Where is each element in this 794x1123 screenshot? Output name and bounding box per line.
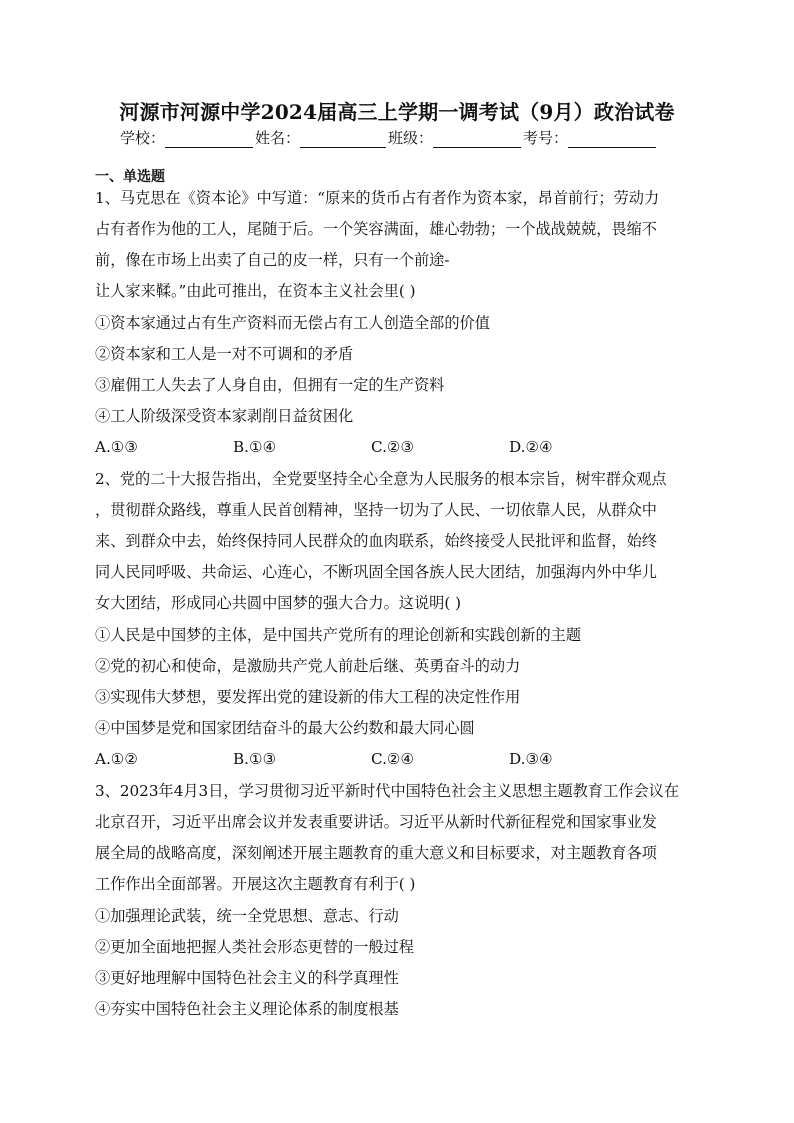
question-2-line-5: 女大团结，形成同心共圆中国梦的强大合力。这说明( ) [95,594,461,612]
class-label: 班级： [388,129,434,147]
question-1-statement-2: ②资本家和工人是一对不可调和的矛盾 [95,345,354,363]
question-2-line-4: 同人民同呼吸、共命运、心连心，不断巩固全国各族人民大团结，加强海内外中华儿 [95,563,657,581]
exam-title: 河源市河源中学2024届高三上学期一调考试（9月）政治试卷 [119,100,675,124]
student-info-line [120,126,658,148]
name-label: 姓名： [255,129,301,147]
question-3-line-4: 工作作出全面部署。开展这次主题教育有利于( ) [95,875,416,893]
question-2-statement-1: ①人民是中国梦的主体，是中国共产党所有的理论创新和实践创新的主题 [95,626,581,644]
school-field [120,127,255,148]
section-title: 一、单选题 [95,169,165,185]
question-1-option-c[interactable]: C.②③ [371,438,415,456]
question-2-option-b[interactable]: B.①③ [233,750,277,768]
question-1-line-1: 1、马克思在《资本论》中写道：“原来的货币占有者作为资本家，昂首前行；劳动力 [95,189,660,207]
question-2-statement-2: ②党的初心和使命，是激励共产党人前赴后继、英勇奋斗的动力 [95,657,521,675]
school-label: 学校： [120,129,166,147]
question-2-option-d[interactable]: D.③④ [509,750,553,768]
number-blank[interactable] [568,131,656,148]
question-1-statement-3: ③雇佣工人失去了人身自由，但拥有一定的生产资料 [95,376,445,394]
question-2-line-2: ，贯彻群众路线，尊重人民首创精神，坚持一切为了人民、一切依靠人民，从群众中 [95,501,657,519]
question-1-line-4: 让人家来鞣。”由此可推出，在资本主义社会里( ) [95,282,416,300]
name-blank[interactable] [300,131,386,148]
question-3-line-3: 展全局的战略高度，深刻阐述开展主题教育的重大意义和目标要求，对主题教育各项 [95,844,657,862]
class-field [388,127,523,148]
question-2-option-a[interactable]: A.①② [95,750,139,768]
question-1-line-3: 前，像在市场上出卖了自己的皮一样，只有一个前途- [95,251,450,269]
question-2-statement-4: ④中国梦是党和国家团结奋斗的最大公约数和最大同心圆 [95,719,475,737]
question-1-statement-4: ④工人阶级深受资本家剥削日益贫困化 [95,407,354,425]
question-2-option-c[interactable]: C.②④ [371,750,415,768]
number-label: 考号： [523,129,569,147]
question-1-option-a[interactable]: A.①③ [95,438,139,456]
question-3-statement-3: ③更好地理解中国特色社会主义的科学真理性 [95,969,399,987]
question-3-statement-1: ①加强理论武装，统一全党思想、意志、行动 [95,907,399,925]
question-3-statement-2: ②更加全面地把握人类社会形态更替的一般过程 [95,938,414,956]
number-field [523,127,658,148]
class-blank[interactable] [433,131,521,148]
question-2-line-3: 来、到群众中去，始终保持同人民群众的血肉联系，始终接受人民批评和监督，始终 [95,532,657,550]
question-2-line-1: 2、党的二十大报告指出，全党要坚持全心全意为人民服务的根本宗旨，树牢群众观点 [95,470,667,488]
question-1-option-d[interactable]: D.②④ [509,438,553,456]
question-3-statement-4: ④夯实中国特色社会主义理论体系的制度根基 [95,1000,399,1018]
school-blank[interactable] [165,131,253,148]
question-1-option-b[interactable]: B.①④ [233,438,277,456]
question-3-line-1: 3、2023年4月3日，学习贯彻习近平新时代中国特色社会主义思想主题教育工作会议在 [95,782,680,800]
name-field [255,127,388,148]
question-1-statement-1: ①资本家通过占有生产资料而无偿占有工人创造全部的价值 [95,314,490,332]
question-2-statement-3: ③实现伟大梦想，要发挥出党的建设新的伟大工程的决定性作用 [95,688,521,706]
question-1-line-2: 占有者作为他的工人，尾随于后。一个笑容满面，雄心勃勃；一个战战兢兢，畏缩不 [95,220,657,238]
question-3-line-2: 北京召开，习近平出席会议并发表重要讲话。习近平从新时代新征程党和国家事业发 [95,813,657,831]
